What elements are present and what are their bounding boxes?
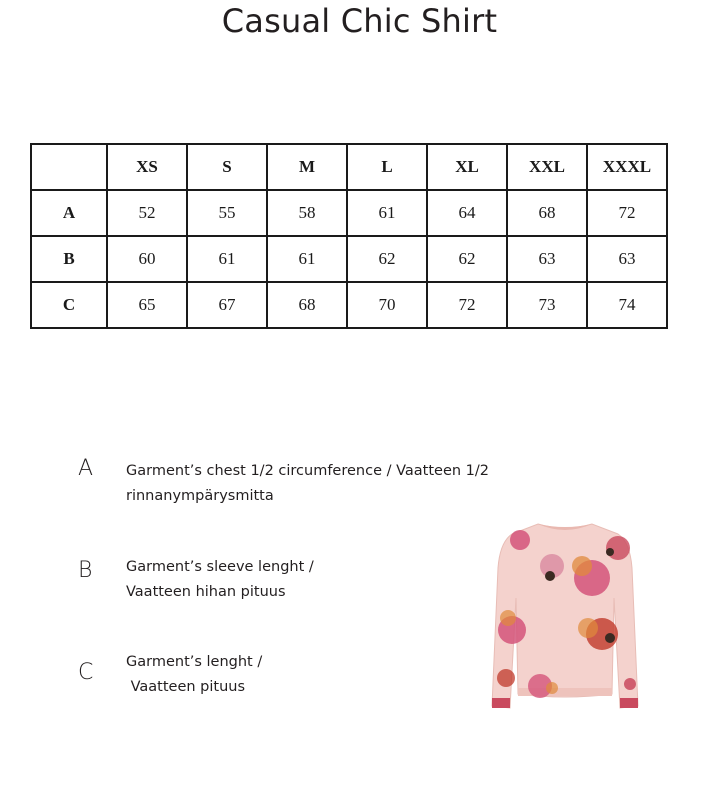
table-row [31,282,667,328]
table-cell: 68 [267,282,347,328]
table-cell: 68 [507,190,587,236]
legend-line: Vaatteen hihan pituus [126,584,286,600]
size-chart-table [30,143,668,329]
product-image-sweatshirt [490,518,640,718]
table-cell: 65 [107,282,187,328]
size-header-m: M [267,144,347,190]
table-cell: 63 [507,236,587,282]
size-header-xl: XL [427,144,507,190]
table-row [31,236,667,282]
table-cell: 61 [267,236,347,282]
table-cell: 61 [347,190,427,236]
legend-line: rinnanympärysmitta [126,488,274,504]
size-header-l: L [347,144,427,190]
table-cell: 58 [267,190,347,236]
row-label-b: B [31,236,107,282]
legend-description-a [126,459,490,509]
table-cell: 67 [187,282,267,328]
table-cell: 70 [347,282,427,328]
size-header-xs: XS [107,144,187,190]
table-cell: 72 [587,190,667,236]
legend-letter-a: A [78,456,94,481]
table-cell: 52 [107,190,187,236]
table-cell: 62 [427,236,507,282]
table-corner-cell [31,144,107,190]
row-label-a: A [31,190,107,236]
table-cell: 55 [187,190,267,236]
size-header-s: S [187,144,267,190]
row-label-c: C [31,282,107,328]
legend-line: Vaatteen pituus [126,679,246,695]
legend-line: Garment’s lenght / [126,654,263,670]
legend-letter-b: B [78,558,93,583]
size-header-xxl: XXL [507,144,587,190]
table-header-row [31,144,667,190]
table-cell: 60 [107,236,187,282]
table-cell: 62 [347,236,427,282]
table-cell: 64 [427,190,507,236]
table-cell: 74 [587,282,667,328]
table-cell: 73 [507,282,587,328]
page-title: Casual Chic Shirt [221,2,498,40]
legend-letter-c: C [78,660,94,685]
legend-line: Garment’s sleeve lenght / [126,559,314,575]
table-cell: 72 [427,282,507,328]
legend-description-c [126,650,486,700]
size-header-xxxl: XXXL [587,144,667,190]
table-row [31,190,667,236]
legend-description-b [126,555,486,605]
table-cell: 61 [187,236,267,282]
legend-line: Garment’s chest 1/2 circumference / Vaatteen 1/2 [126,463,490,479]
table-cell: 63 [587,236,667,282]
